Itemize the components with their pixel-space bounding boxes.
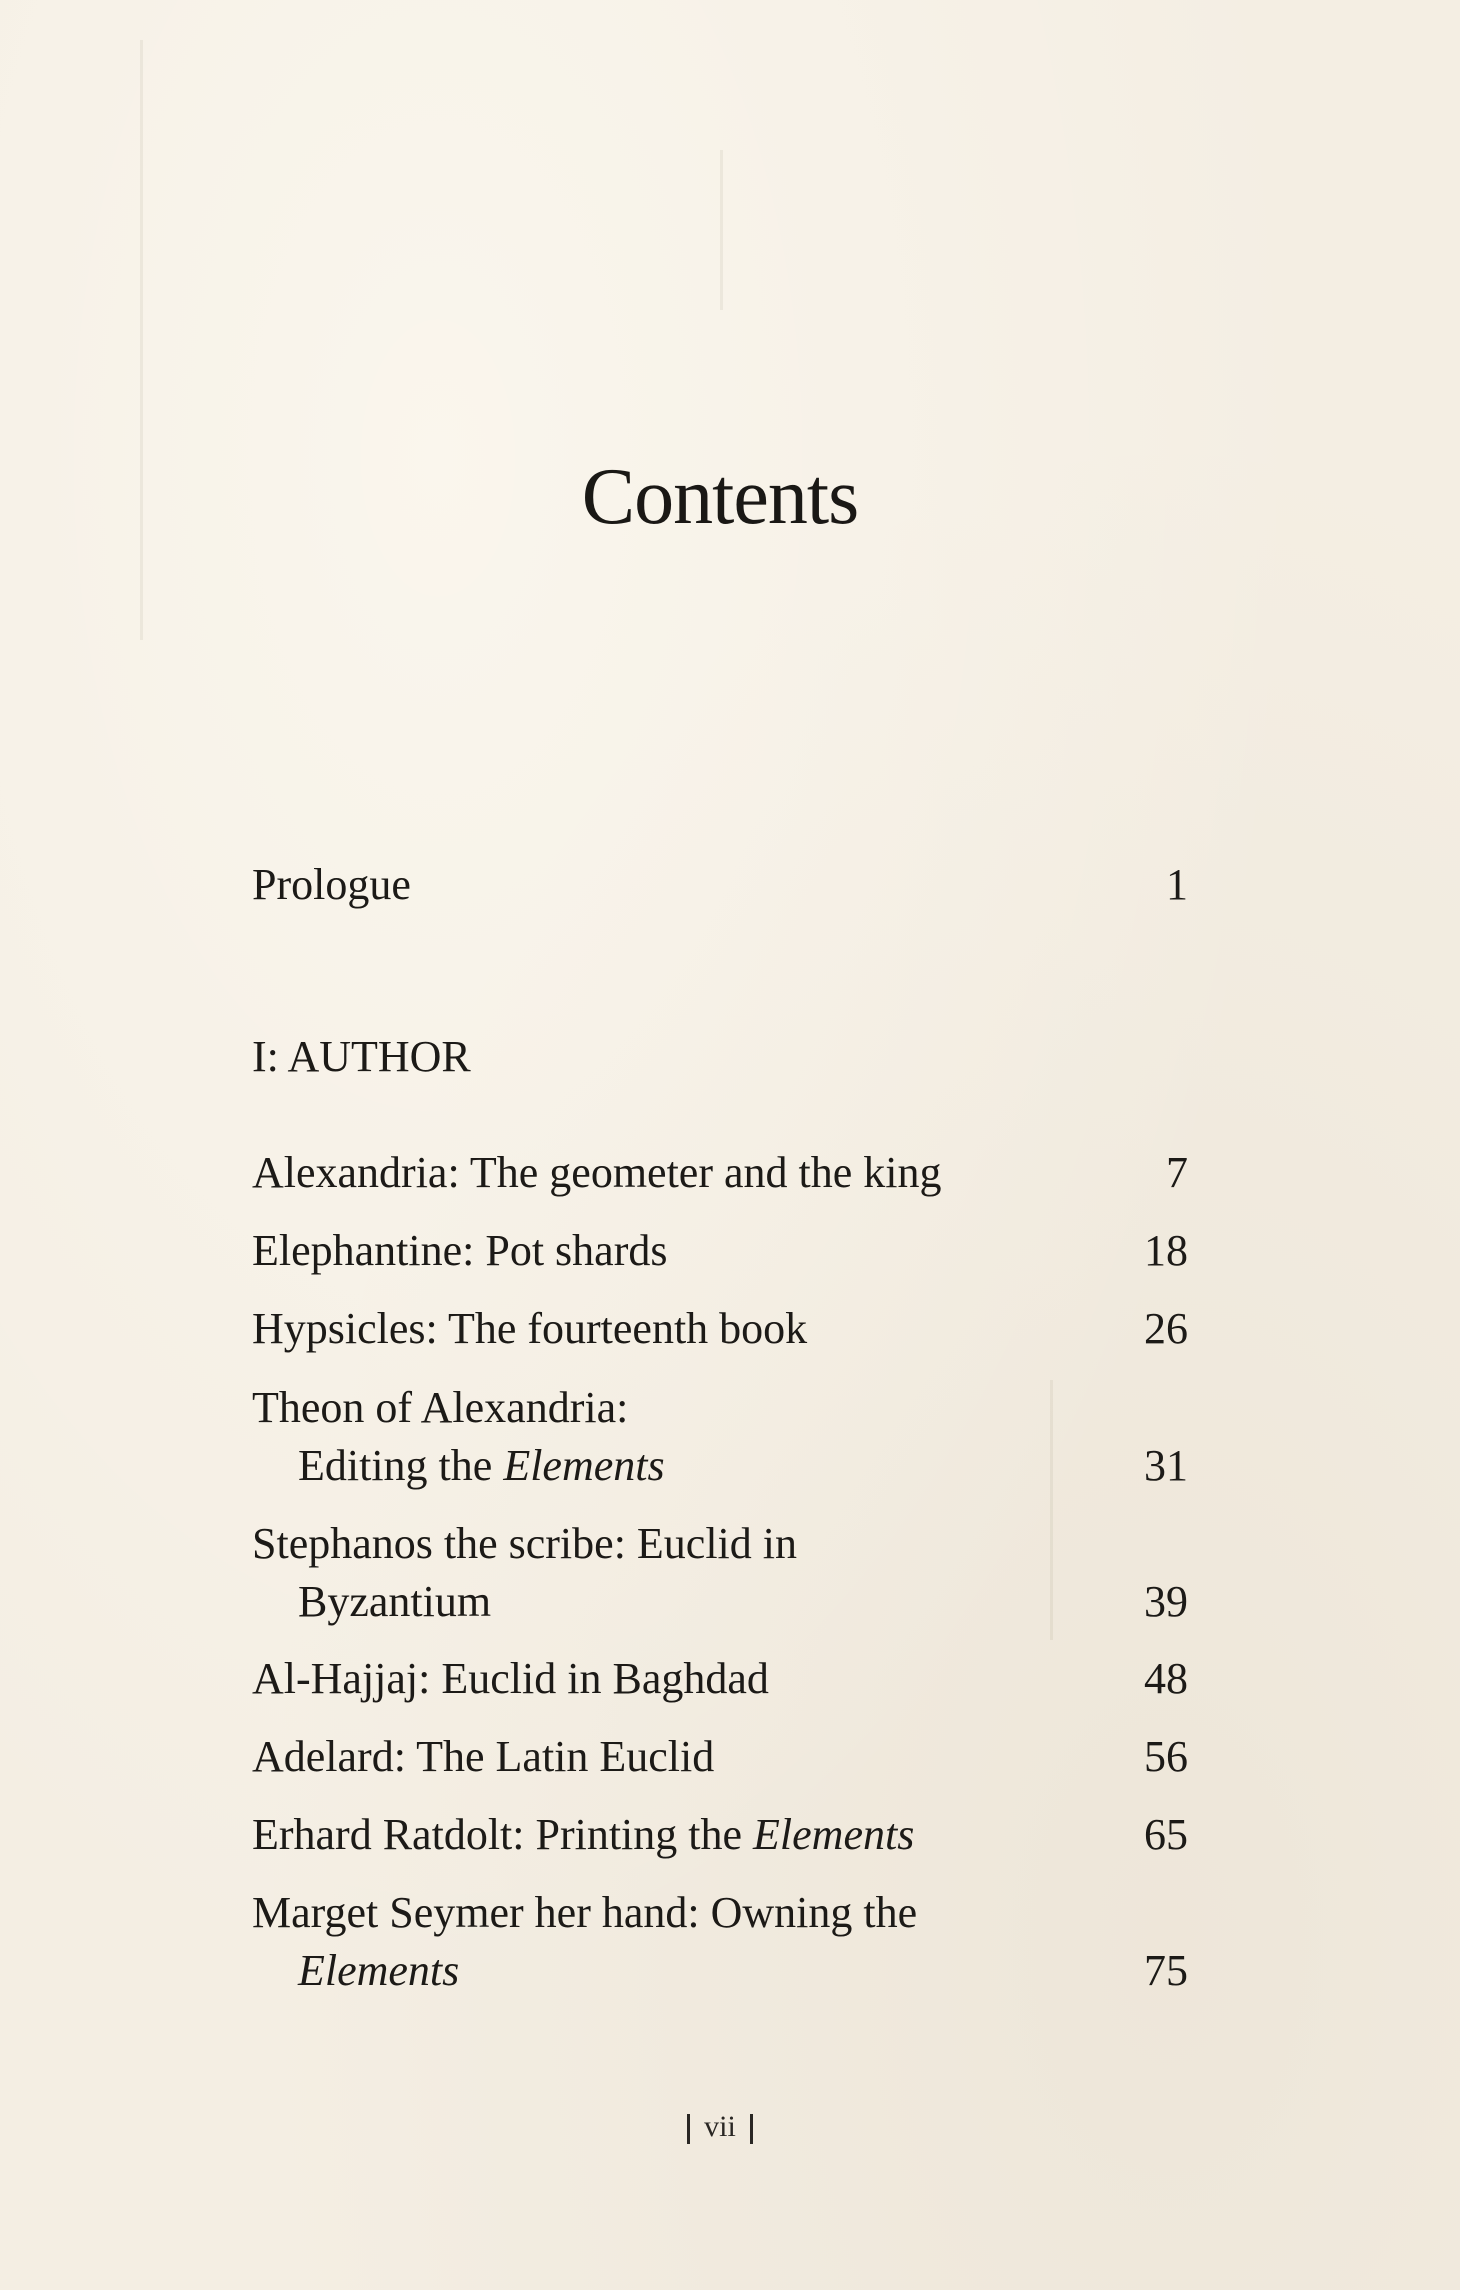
toc-entry-continuation: Byzantium <box>298 1577 492 1626</box>
toc-entry-label: Alexandria: The geometer and the king <box>252 1148 942 1197</box>
toc-entry-label: Theon of Alexandria: <box>252 1383 629 1432</box>
toc-entry-label: Adelard: The Latin Euclid <box>252 1732 715 1781</box>
toc-entry-label: Prologue <box>252 860 411 909</box>
toc-entry-label: Hypsicles: The fourteenth book <box>252 1304 808 1353</box>
toc-entry-label: Erhard Ratdolt: Printing the Elements <box>252 1810 915 1859</box>
toc-entry-label: Marget Seymer her hand: Owning the <box>252 1888 918 1937</box>
toc-page-number: 39 <box>1144 1577 1188 1626</box>
paper-stain <box>720 150 723 310</box>
part-heading: I: AUTHOR <box>252 1032 471 1081</box>
toc-entry-label: Stephanos the scribe: Euclid in <box>252 1519 797 1568</box>
toc-page-number: 7 <box>1166 1148 1188 1197</box>
toc-entry-label: Elephantine: Pot shards <box>252 1226 668 1275</box>
toc-page-number: 26 <box>1144 1304 1188 1353</box>
toc-page-number: 1 <box>1166 860 1188 909</box>
toc-page-number: 75 <box>1144 1946 1188 1995</box>
toc-entry-continuation: Editing the Elements <box>298 1441 665 1490</box>
folio-number: vii <box>704 2110 736 2143</box>
toc-entry-label: Al-Hajjaj: Euclid in Baghdad <box>252 1654 769 1703</box>
folio-rule <box>687 2114 690 2144</box>
paper-stain <box>140 40 143 640</box>
toc-page-number: 56 <box>1144 1732 1188 1781</box>
toc-page-number: 31 <box>1144 1441 1188 1490</box>
toc-page-number: 65 <box>1144 1810 1188 1859</box>
toc-page-number: 18 <box>1144 1226 1188 1275</box>
toc-page-number: 48 <box>1144 1654 1188 1703</box>
toc-entry-continuation: Elements <box>298 1946 460 1995</box>
page-folio <box>0 2110 1440 2144</box>
paper-stain <box>1050 1380 1053 1640</box>
page-title: Contents <box>581 453 859 541</box>
folio-rule <box>750 2114 753 2144</box>
